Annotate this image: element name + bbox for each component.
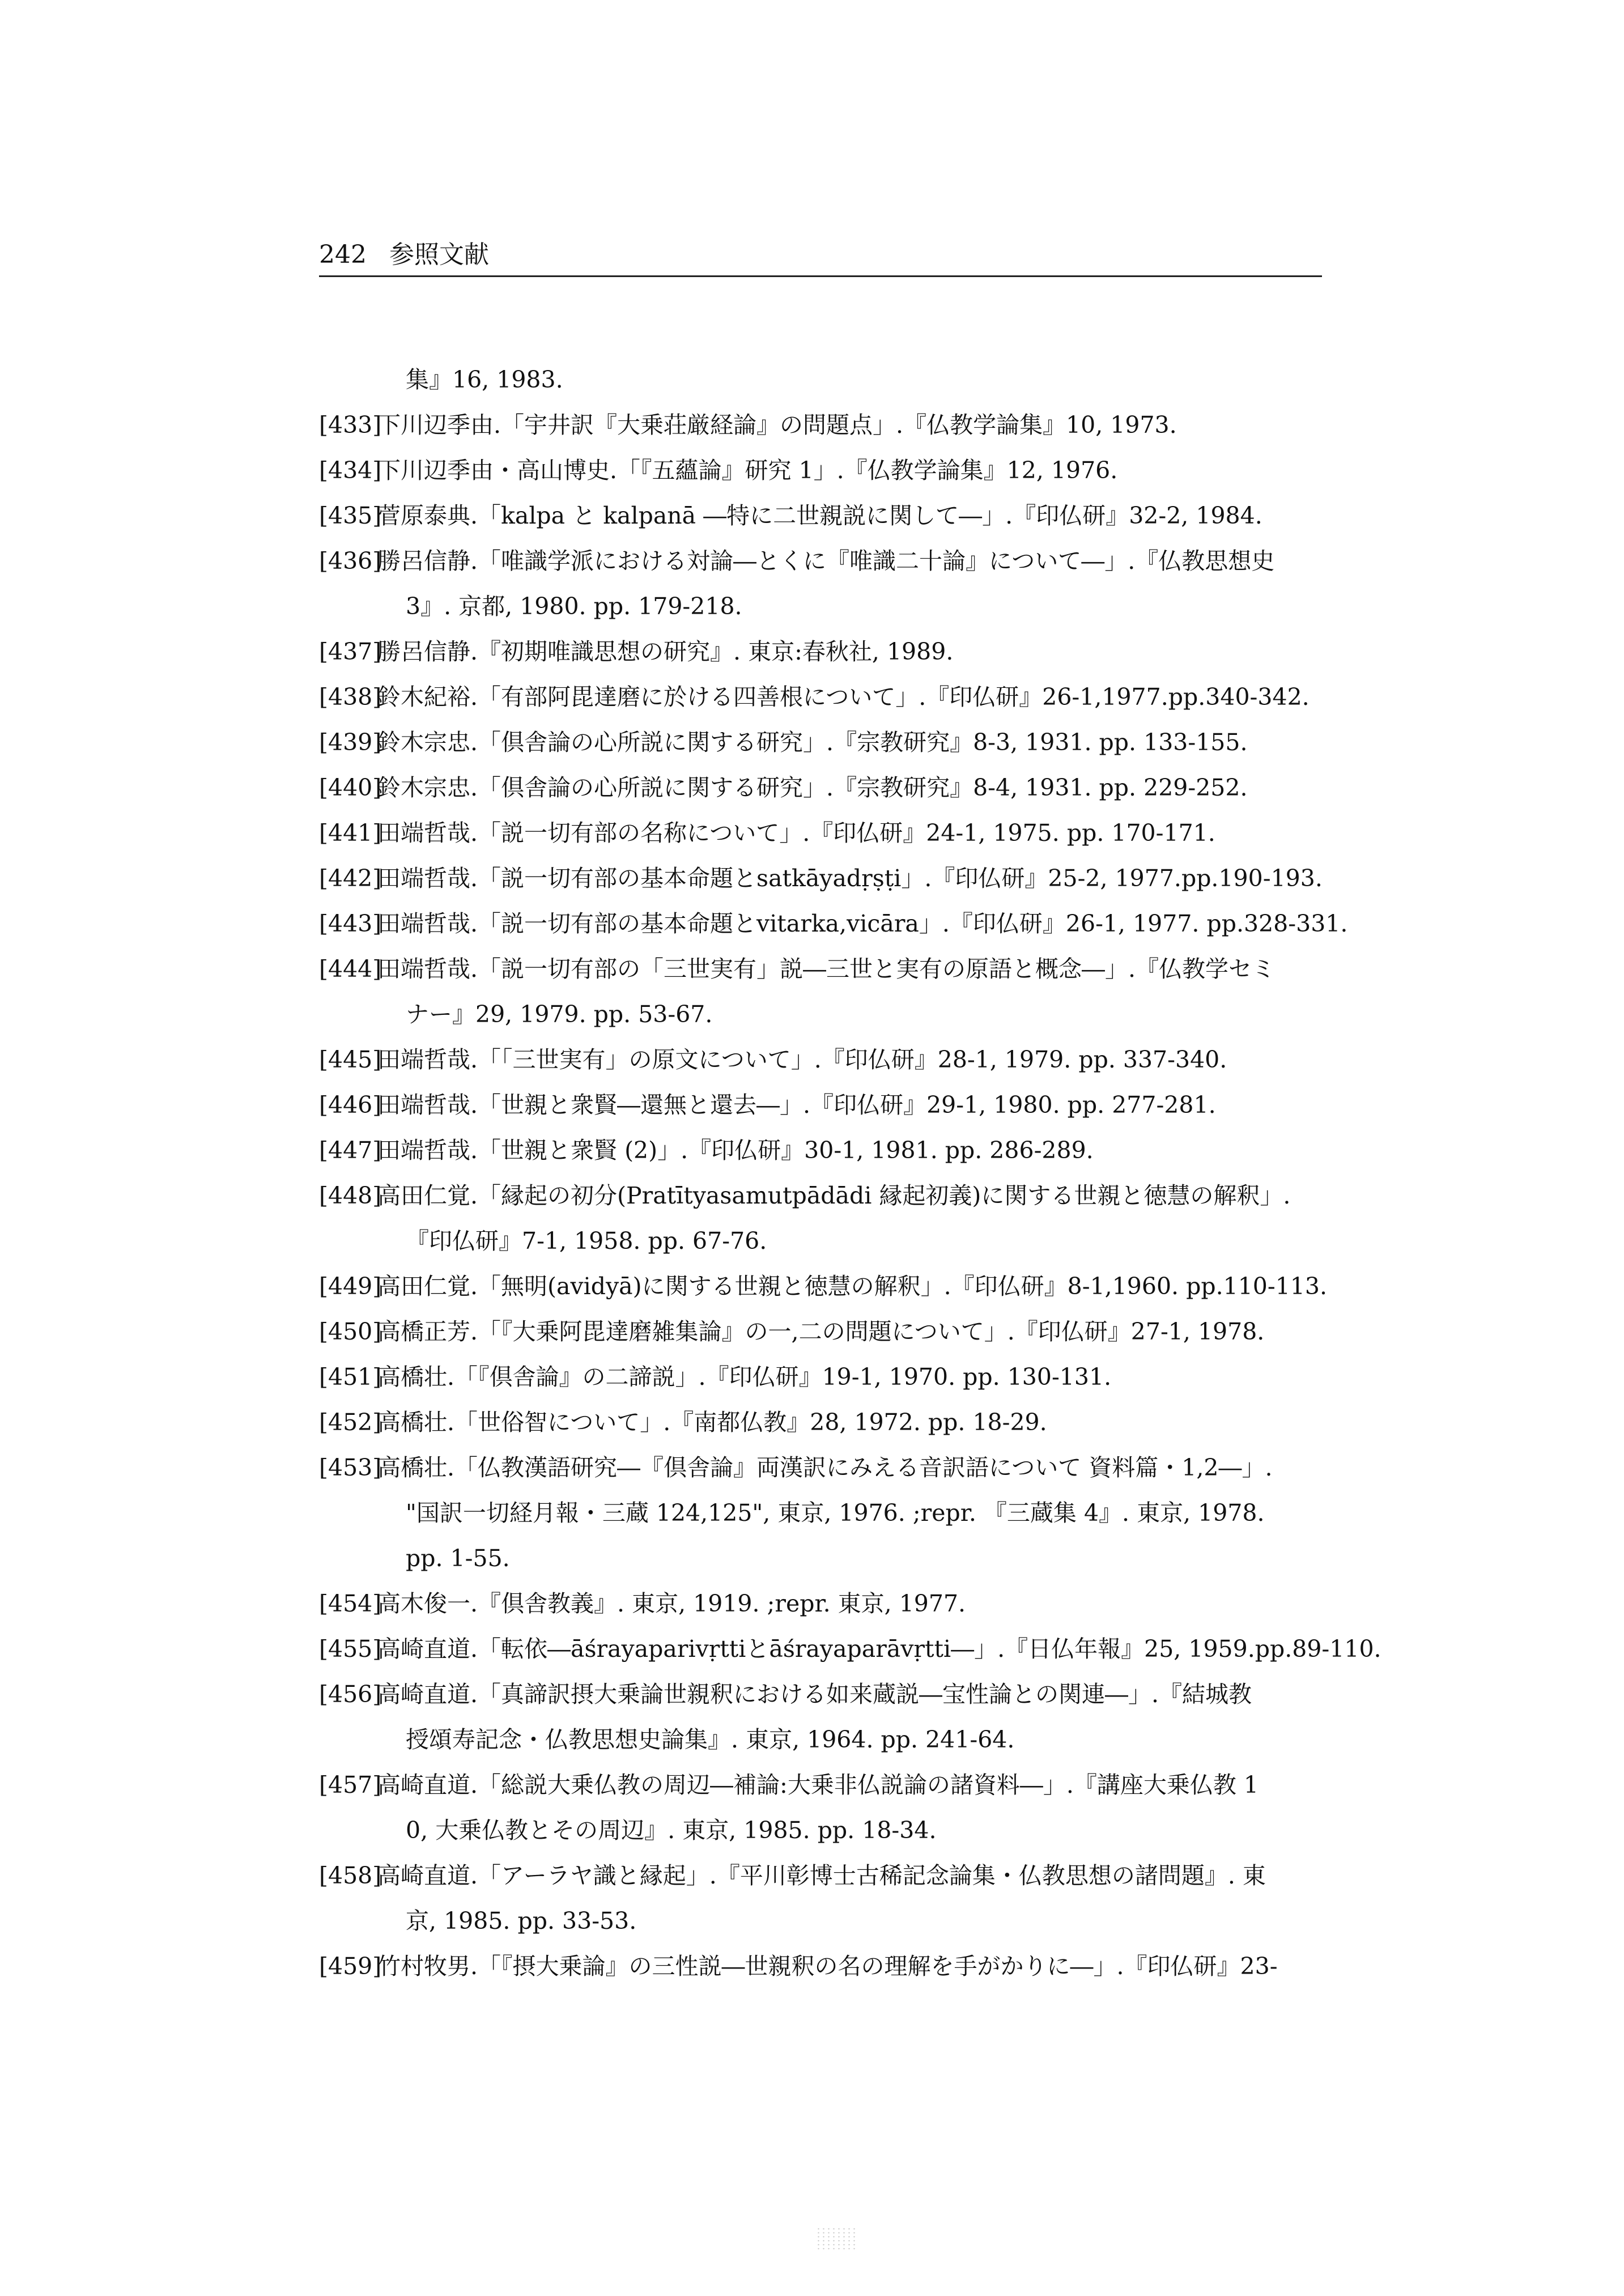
reference-entry [319,1853,1333,1898]
reference-number: [459] [319,1953,382,1980]
reference-entry [319,901,1348,946]
reference-text: 田端哲哉.「説一切有部の基本命題とsatkāyadṛṣṭi」.『印仏研』25-2, 1977.pp.190-193. [377,865,1323,892]
reference-text: 勝呂信静.『初期唯識思想の研究』. 東京:春秋社, 1989. [377,638,954,665]
reference-entry [319,1128,1333,1173]
reference-number: [456] [319,1681,382,1708]
reference-text: "国訳一切経月報・三蔵 124,125", 東京, 1976. ;repr. 『三蔵集 4』. 東京, 1978. [406,1499,1265,1527]
reference-text: 高橋壮.「仏教漢語研究―『倶舎論』両漢訳にみえる音訳語について 資料篇・1,2―」. [377,1454,1273,1481]
reference-text: 高崎直道.「真諦訳摂大乗論世親釈における如来蔵説―宝性論との関連―」.『結城教 [377,1681,1252,1708]
reference-number: [457] [319,1771,382,1798]
reference-entry-continuation [319,1717,1333,1762]
reference-number: [443] [319,910,382,937]
reference-number: [446] [319,1091,382,1119]
running-header [319,238,1322,277]
reference-number: [449] [319,1273,382,1300]
reference-number: [455] [319,1635,382,1663]
reference-number: [451] [319,1363,382,1391]
reference-number: [444] [319,955,382,983]
reference-text: 田端哲哉.「世親と衆賢―還無と還去―」.『印仏研』29-1, 1980. pp. 277-281. [377,1091,1216,1119]
reference-list [319,357,1381,1989]
reference-text: 高崎直道.「総説大乗仏教の周辺―補論:大乗非仏説論の諸資料―」.『講座大乗仏教 1 [377,1771,1259,1798]
reference-number: [453] [319,1454,382,1481]
reference-text: 下川辺季由・高山博史.「『五蘊論』研究 1」.『仏教学論集』12, 1976. [377,457,1118,484]
scan-specks [816,2227,856,2250]
reference-entry-continuation [319,1808,1333,1853]
reference-number: [458] [319,1862,382,1889]
reference-text: 3』. 京都, 1980. pp. 179-218. [406,593,742,620]
reference-text: 田端哲哉.「説一切有部の基本命題とvitarka,vicāra」.『印仏研』26-1, 1977. pp.328-331. [377,910,1348,937]
reference-entry-continuation [319,1490,1333,1536]
reference-text: 田端哲哉.「説一切有部の名称について」.『印仏研』24-1, 1975. pp. 170-171. [377,819,1215,847]
reference-number: [440] [319,774,382,801]
reference-continuation: 集』16, 1983. [406,366,563,393]
reference-entry [319,1309,1333,1354]
reference-text: 鈴木宗忠.「倶舎論の心所説に関する研究」.『宗教研究』8-3, 1931. pp. 133-155. [377,729,1248,756]
reference-text: 高田仁覚.「縁起の初分(Pratītyasamutpādādi 縁起初義)に関する世親と徳慧の解釈」. [377,1182,1291,1209]
reference-number: [435] [319,502,382,529]
reference-entry [319,402,1333,448]
reference-entry [319,538,1333,584]
reference-text: 京, 1985. pp. 33-53. [406,1907,637,1934]
reference-entry [319,448,1333,493]
reference-entry [319,1944,1333,1989]
reference-text: 0, 大乗仏教とその周辺』. 東京, 1985. pp. 18-34. [406,1817,937,1844]
reference-number: [437] [319,638,382,665]
reference-text: 高崎直道.「アーラヤ識と縁起」.『平川彰博士古稀記念論集・仏教思想の諸問題』. 東 [377,1862,1266,1889]
reference-entry [319,1173,1333,1218]
reference-number: [436] [319,547,382,575]
reference-entry [319,1082,1333,1128]
reference-entry [319,720,1333,765]
reference-text: 田端哲哉.「「三世実有」の原文について」.『印仏研』28-1, 1979. pp. 337-340. [377,1046,1227,1073]
reference-entry [319,674,1333,720]
reference-entry [319,946,1333,992]
reference-text: 勝呂信静.「唯識学派における対論―とくに『唯識二十論』について―」.『仏教思想史 [377,547,1275,575]
reference-entry-continuation [319,1218,1333,1264]
reference-text: 鈴木紀裕.「有部阿毘達磨に於ける四善根について」.『印仏研』26-1,1977.pp.340-342. [377,683,1310,711]
reference-entry [319,1581,1333,1626]
reference-text: 菅原泰典.「kalpa と kalpanā ―特に二世親説に関して―」.『印仏研』32-2, 1984. [377,502,1262,529]
reference-text: 田端哲哉.「世親と衆賢 (2)」.『印仏研』30-1, 1981. pp. 286-289. [377,1137,1094,1164]
reference-entry [319,1445,1333,1490]
reference-text: 高橋正芳.「『大乗阿毘達磨雑集論』の一,二の問題について」.『印仏研』27-1, 1978. [377,1318,1265,1345]
reference-entry-continuation [319,1898,1333,1944]
reference-entry-continuation [319,992,1333,1037]
reference-text: 『印仏研』7-1, 1958. pp. 67-76. [406,1227,767,1255]
reference-number: [448] [319,1182,382,1209]
reference-number: [438] [319,683,382,711]
reference-number: [454] [319,1590,382,1617]
reference-number: [445] [319,1046,382,1073]
reference-text: 田端哲哉.「説一切有部の「三世実有」説―三世と実有の原語と概念―」.『仏教学セミ [377,955,1276,983]
reference-number: [434] [319,457,382,484]
reference-text: 授頌寿記念・仏教思想史論集』. 東京, 1964. pp. 241-64. [406,1726,1015,1753]
reference-number: [442] [319,865,382,892]
reference-entry [319,1626,1381,1672]
reference-text: 鈴木宗忠.「倶舎論の心所説に関する研究」.『宗教研究』8-4, 1931. pp. 229-252. [377,774,1248,801]
reference-text: 竹村牧男.「『摂大乗論』の三性説―世親釈の名の理解を手がかりに―」.『印仏研』23- [377,1953,1278,1980]
reference-number: [439] [319,729,382,756]
reference-entry [319,1264,1333,1309]
reference-number: [452] [319,1409,382,1436]
reference-number: [447] [319,1137,382,1164]
reference-entry-continuation [319,584,1333,629]
reference-number: [433] [319,411,382,439]
reference-entry-continuation [319,1536,1333,1581]
reference-text: 高橋壮.「世俗智について」.『南都仏教』28, 1972. pp. 18-29. [377,1409,1047,1436]
reference-text: 下川辺季由.「宇井訳『大乗荘厳経論』の問題点」.『仏教学論集』10, 1973. [377,411,1177,439]
reference-text: 高木俊一.『倶舎教義』. 東京, 1919. ;repr. 東京, 1977. [377,1590,966,1617]
reference-text: 高田仁覚.「無明(avidyā)に関する世親と徳慧の解釈」.『印仏研』8-1,1960. pp.110-113. [377,1273,1328,1300]
reference-entry [319,810,1333,856]
reference-number: [441] [319,819,382,847]
reference-entry [319,1400,1333,1445]
page-number: 242 [319,240,367,269]
reference-entry [319,1037,1333,1082]
reference-entry [319,1354,1333,1400]
reference-entry [319,493,1333,538]
reference-entry [319,1672,1333,1717]
reference-text: pp. 1-55. [406,1545,510,1572]
reference-entry [319,629,1333,674]
reference-text: ナー』29, 1979. pp. 53-67. [406,1001,713,1028]
reference-text: 高橋壮.「『倶舎論』の二諦説」.『印仏研』19-1, 1970. pp. 130-131. [377,1363,1112,1391]
reference-entry [319,765,1333,810]
section-title: 参照文献 [389,240,489,269]
reference-entry [319,1762,1333,1808]
reference-number: [450] [319,1318,382,1345]
reference-entry [319,856,1333,901]
reference-text: 高崎直道.「転依―āśrayaparivṛttiとāśrayaparāvṛtti―」.『日仏年報』25, 1959.pp.89-110. [377,1635,1381,1663]
